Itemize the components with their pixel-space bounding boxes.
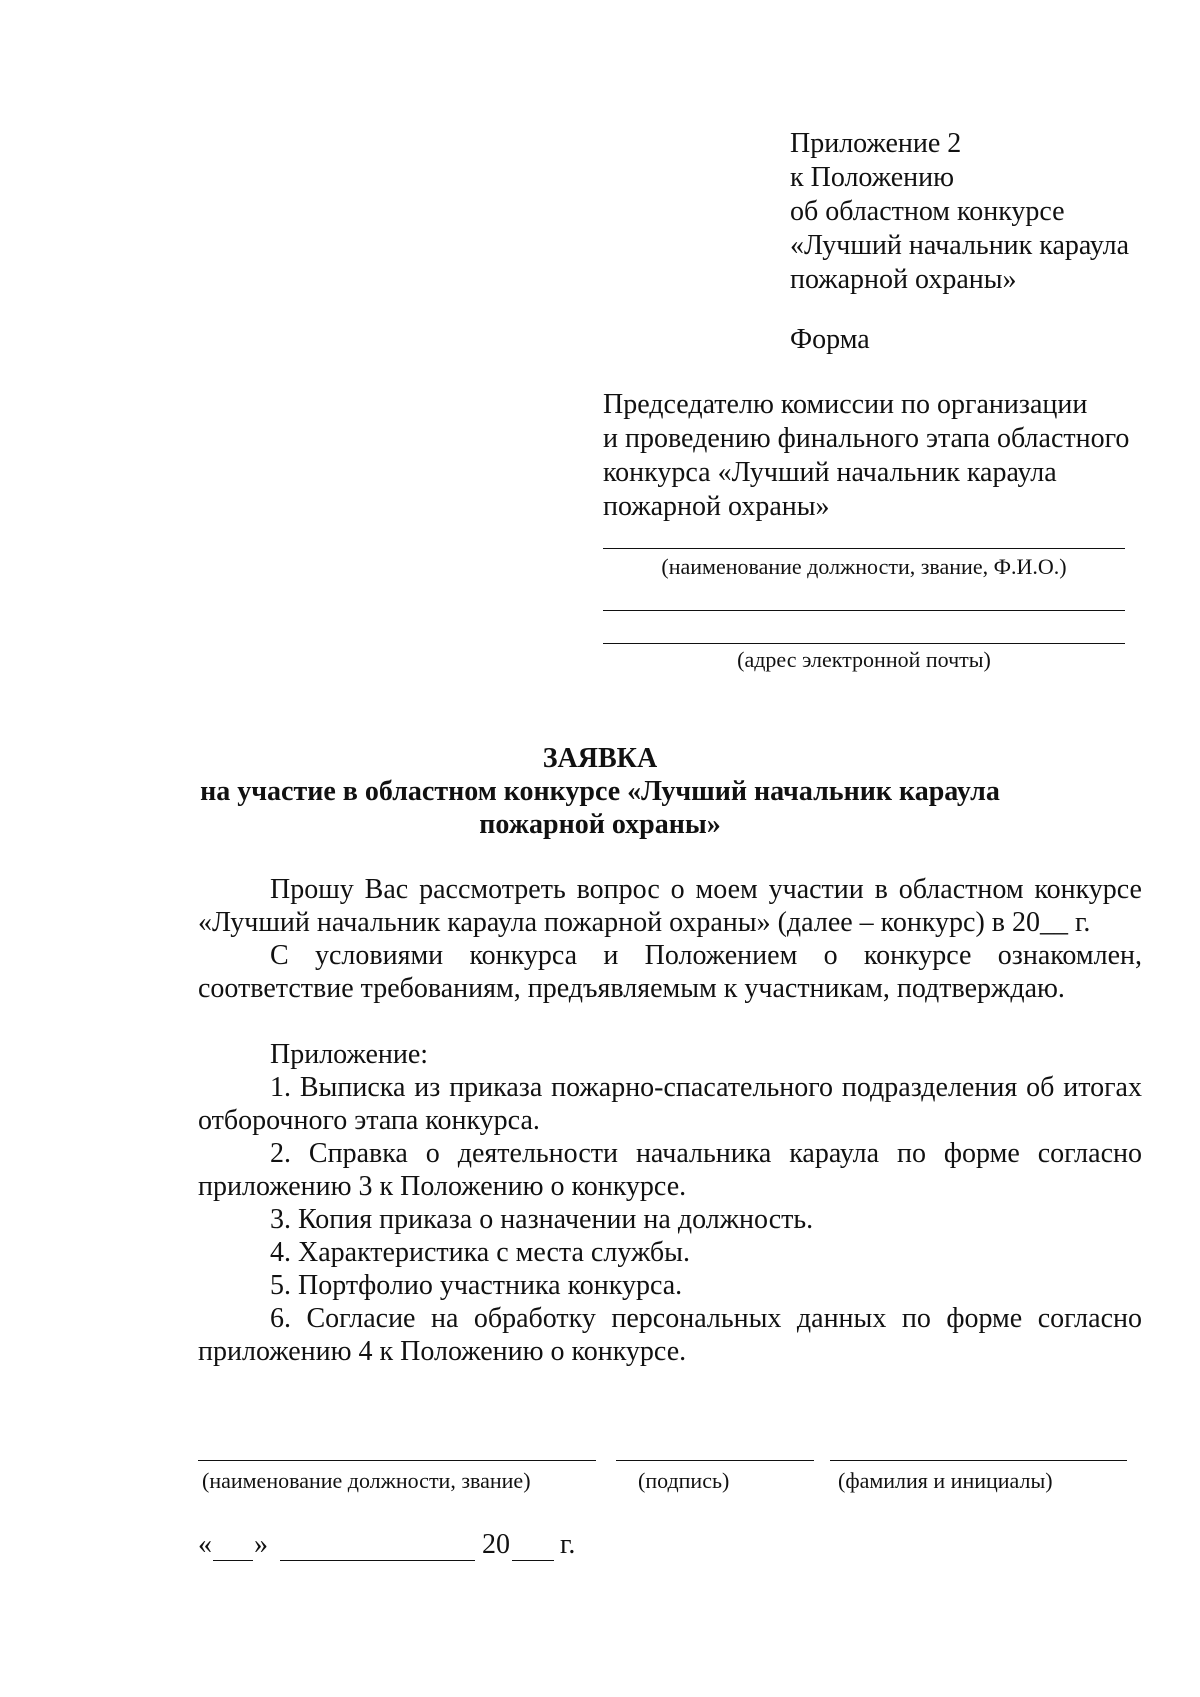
attachment-item-6-line2: приложению 4 к Положению о конкурсе. bbox=[198, 1336, 687, 1367]
addressee-line: конкурса «Лучший начальник караула bbox=[603, 457, 1057, 488]
attachment-item-1-line1: 1. Выписка из приказа пожарно-спасательного подразделения об итогах bbox=[270, 1072, 1142, 1103]
signature-name-line bbox=[830, 1460, 1127, 1461]
position-blank-line bbox=[603, 548, 1125, 549]
email-blank-line bbox=[603, 643, 1125, 644]
attachment-item-2-line2: приложению 3 к Положению о конкурсе. bbox=[198, 1171, 687, 1202]
annex-header-line: к Положению bbox=[790, 162, 955, 193]
body-paragraph-2-line1: С условиями конкурса и Положением о конкурсе ознакомлен, bbox=[270, 940, 1142, 971]
addressee-block bbox=[603, 388, 1129, 524]
date-month-blank bbox=[280, 1560, 475, 1561]
date-day-blank bbox=[213, 1560, 253, 1561]
addressee-line: Председателю комиссии по организации bbox=[603, 389, 1088, 420]
annex-header-line: «Лучший начальник караула bbox=[790, 230, 1130, 261]
signature-sign-caption: (подпись) bbox=[638, 1468, 730, 1493]
attachment-item-1-line2: отборочного этапа конкурса. bbox=[198, 1105, 540, 1136]
date-year-suffix: г. bbox=[560, 1529, 576, 1560]
attachment-item-3: 3. Копия приказа о назначении на должность. bbox=[270, 1204, 814, 1235]
body-paragraph-1-line1: Прошу Вас рассмотреть вопрос о моем участии в областном конкурсе bbox=[270, 874, 1142, 905]
body-paragraph-2-line2: соответствие требованиям, предъявляемым к участникам, подтверждаю. bbox=[198, 973, 1065, 1004]
signature-position-caption: (наименование должности, звание) bbox=[202, 1468, 531, 1493]
signature-position-line bbox=[198, 1460, 596, 1461]
annex-header-line: об областном конкурсе bbox=[790, 196, 1065, 227]
addressee-line: и проведению финального этапа областного bbox=[603, 423, 1130, 454]
document-subtitle-line2: пожарной охраны» bbox=[479, 809, 721, 840]
date-year-blank bbox=[512, 1560, 554, 1561]
addressee-line: пожарной охраны» bbox=[603, 491, 830, 522]
attachment-item-4: 4. Характеристика с места службы. bbox=[270, 1237, 690, 1268]
signature-name-caption: (фамилия и инициалы) bbox=[838, 1468, 1053, 1493]
body-paragraph-1-line2: «Лучший начальник караула пожарной охраны» (далее – конкурс) в 20__ г. bbox=[198, 907, 1091, 938]
attachments-heading: Приложение: bbox=[270, 1039, 429, 1070]
signature-sign-line bbox=[616, 1460, 814, 1461]
date-open-quote: « bbox=[198, 1529, 212, 1560]
position-caption: (наименование должности, звание, Ф.И.О.) bbox=[661, 554, 1067, 579]
annex-header-line: пожарной охраны» bbox=[790, 264, 1017, 295]
email-caption: (адрес электронной почты) bbox=[737, 647, 991, 672]
document-subtitle-line1: на участие в областном конкурсе «Лучший начальник караула bbox=[200, 776, 1000, 807]
attachment-item-5: 5. Портфолио участника конкурса. bbox=[270, 1270, 683, 1301]
document-title: ЗАЯВКА bbox=[542, 743, 658, 774]
attachment-item-2-line1: 2. Справка о деятельности начальника караула по форме согласно bbox=[270, 1138, 1142, 1169]
date-close-quote: » bbox=[254, 1529, 268, 1560]
blank-line bbox=[603, 610, 1125, 611]
form-label: Форма bbox=[790, 324, 870, 355]
annex-header bbox=[790, 127, 1129, 297]
annex-header-line: Приложение 2 bbox=[790, 128, 962, 159]
date-year-prefix: 20 bbox=[482, 1529, 510, 1560]
attachment-item-6-line1: 6. Согласие на обработку персональных данных по форме согласно bbox=[270, 1303, 1142, 1334]
